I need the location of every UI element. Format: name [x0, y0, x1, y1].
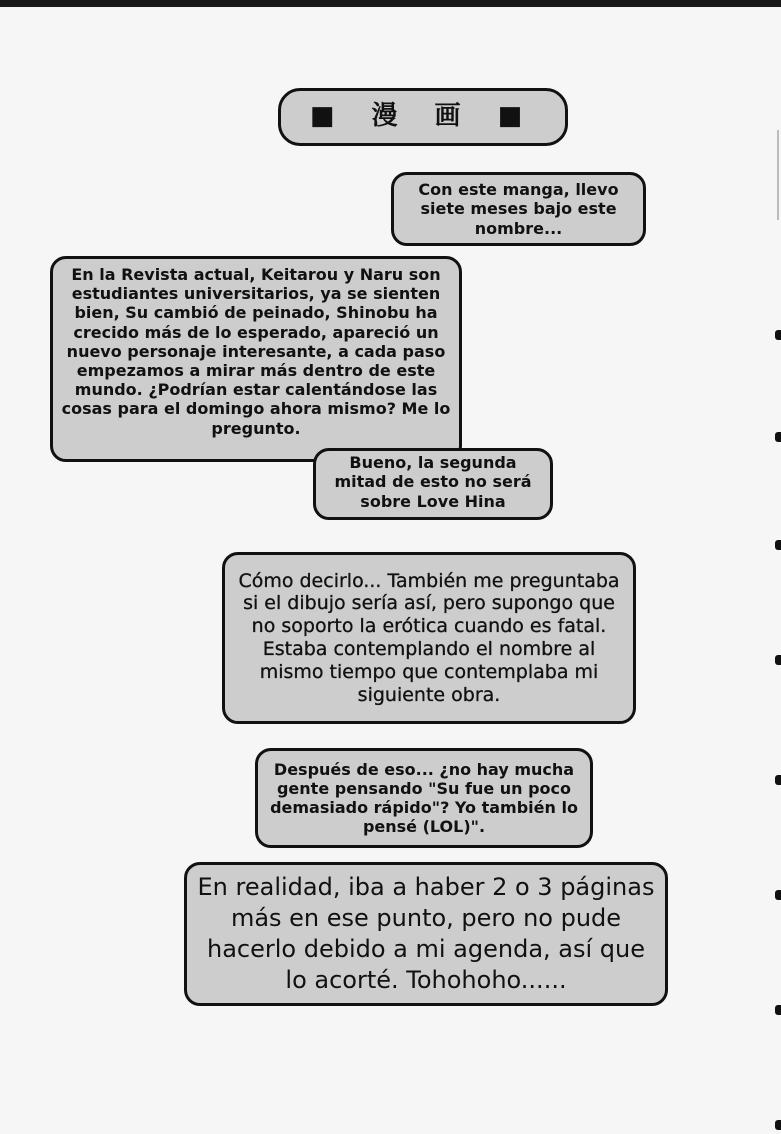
- bubble-2-text: En la Revista actual, Keitarou y Naru son estudiantes universitarios, ya se sienten bien, Su cambió de peinado, Shinobu ha crecido más de lo esperado, apareció un nuevo personaje interesante, a cada paso empezamos a mirar más dentro de este mundo. ¿Podrían estar calentándose las cosas para el domingo ahora mismo? Me lo pregunto.: [61, 265, 451, 438]
- edge-mark: [775, 1005, 781, 1015]
- edge-mark: [775, 330, 781, 340]
- bubble-4-text: Cómo decirlo... También me preguntaba si el dibujo sería así, pero supongo que no soporto la erótica cuando es fatal. Estaba contemplando el nombre al mismo tiempo que contemplaba mi siguiente obra.: [238, 569, 620, 706]
- bubble-6-text: En realidad, iba a haber 2 o 3 páginas más en ese punto, pero no pude hacerlo debido a mi agenda, así que lo acorté. Tohohoho......: [197, 872, 655, 995]
- edge-mark: [775, 1120, 781, 1130]
- speech-bubble-4: [222, 552, 636, 724]
- edge-mark: [775, 775, 781, 785]
- bubble-1-text: Con este manga, llevo siete meses bajo este nombre...: [418, 180, 619, 238]
- edge-mark: [775, 540, 781, 550]
- speech-bubble-3: [313, 448, 553, 520]
- edge-mark: [775, 432, 781, 442]
- page-edge-line: [777, 130, 779, 220]
- bubble-3-text: Bueno, la segunda mitad de esto no será sobre Love Hina: [334, 453, 532, 511]
- page-title: ■ 漫 画 ■: [309, 101, 537, 132]
- speech-bubble-6: [184, 862, 668, 1006]
- top-border: [0, 0, 781, 7]
- edge-mark: [775, 890, 781, 900]
- speech-bubble-2: [50, 256, 462, 462]
- speech-bubble-5: [255, 748, 593, 848]
- speech-bubble-1: [391, 172, 646, 246]
- bubble-5-text: Después de eso... ¿no hay mucha gente pensando "Su fue un poco demasiado rápido"? Yo también lo pensé (LOL)".: [270, 759, 578, 837]
- title-bubble: [278, 88, 568, 146]
- edge-mark: [775, 655, 781, 665]
